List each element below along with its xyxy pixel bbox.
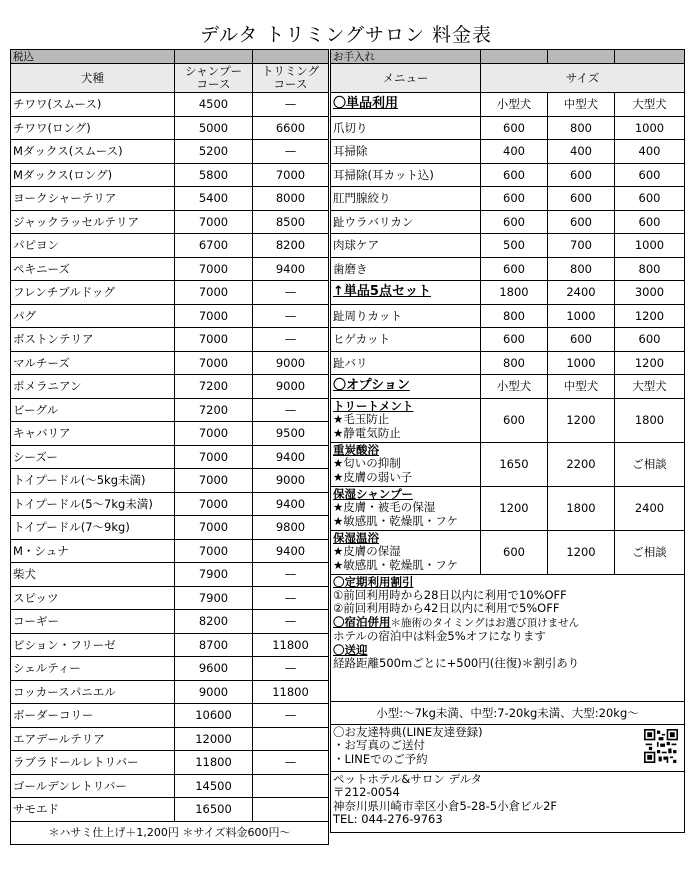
discount-line-2: ②前回利用時から42日以内に利用で5%OFF xyxy=(333,601,560,615)
shampoo-price: 11800 xyxy=(175,751,253,775)
price-large: 600 xyxy=(615,187,685,211)
menu-item-name: 肉球ケア xyxy=(331,234,481,258)
shampoo-price: 4500 xyxy=(175,93,253,117)
trimming-price: — xyxy=(253,140,329,164)
table-row xyxy=(11,281,329,305)
price-small: 600 xyxy=(481,210,548,234)
table-row xyxy=(11,234,329,258)
table-row xyxy=(11,445,329,469)
set-section-title: ↑単品5点セット xyxy=(331,281,481,305)
price-medium: 800 xyxy=(548,257,615,281)
shampoo-price: 7000 xyxy=(175,422,253,446)
table-row xyxy=(11,633,329,657)
page-title: デルタ トリミングサロン 料金表 xyxy=(200,24,492,46)
shampoo-price: 7000 xyxy=(175,257,253,281)
option-name-cell xyxy=(331,442,481,486)
price-large: 1000 xyxy=(615,116,685,140)
table-row xyxy=(11,304,329,328)
breed-name: Mダックス(ロング) xyxy=(11,163,175,187)
trimming-price: 9800 xyxy=(253,516,329,540)
shampoo-price: 7200 xyxy=(175,375,253,399)
breed-name: ボストンテリア xyxy=(11,328,175,352)
friend-line-3: ・LINEでのご予約 xyxy=(333,751,428,766)
breed-name: ゴールデンレトリバー xyxy=(11,774,175,798)
single-item-row xyxy=(331,234,685,258)
price-medium: 400 xyxy=(548,140,615,164)
friend-benefit-cell xyxy=(331,724,685,771)
shampoo-price: 7000 xyxy=(175,304,253,328)
trimming-price: 11800 xyxy=(253,680,329,704)
pickup-title: 〇送迎 xyxy=(333,642,368,657)
single-item-row xyxy=(331,116,685,140)
price-large: 600 xyxy=(615,210,685,234)
discount-line-1: ①前回利用時から28日以内に利用で10%OFF xyxy=(333,587,567,602)
breed-name: ラブラドールレトリバー xyxy=(11,751,175,775)
shampoo-price: 7000 xyxy=(175,281,253,305)
tax-included-label: 税込 xyxy=(11,50,175,64)
breed-name: ビーグル xyxy=(11,398,175,422)
friend-line-1: 〇お友達特典(LINE友達登録) xyxy=(333,724,483,739)
stay-discount-line: ホテルの宿泊中は料金5%オフになります xyxy=(333,629,546,643)
table-row xyxy=(11,375,329,399)
trimming-price: — xyxy=(253,563,329,587)
price-small: 800 xyxy=(481,351,548,375)
breed-column-header: 犬種 xyxy=(11,64,175,93)
trimming-price: 9400 xyxy=(253,257,329,281)
price-medium: 1000 xyxy=(548,351,615,375)
left-footer-note: ＊ハサミ仕上げ＋1,200円 ＊サイズ料金600円〜 xyxy=(11,821,329,845)
shampoo-price: 10600 xyxy=(175,704,253,728)
option-price-large: 2400 xyxy=(615,486,685,530)
tax-band-row xyxy=(11,50,329,64)
breed-name: ジャックラッセルテリア xyxy=(11,210,175,234)
pickup-line: 経路距離500mごとに+500円(往復)＊割引あり xyxy=(333,655,580,670)
trimming-price: — xyxy=(253,610,329,634)
price-small: 800 xyxy=(481,304,548,328)
breed-name: 柴犬 xyxy=(11,563,175,587)
table-row xyxy=(11,398,329,422)
option-price-large: ご相談 xyxy=(615,442,685,486)
trimming-price: — xyxy=(253,398,329,422)
table-row xyxy=(11,751,329,775)
menu-item-name: 趾周りカット xyxy=(331,304,481,328)
set-item-row xyxy=(331,351,685,375)
table-row xyxy=(11,422,329,446)
shampoo-price: 7000 xyxy=(175,469,253,493)
table-row xyxy=(11,469,329,493)
option-feature: ★皮膚の弱い子 xyxy=(333,469,413,484)
trimming-price: — xyxy=(253,304,329,328)
option-price-small: 600 xyxy=(481,530,548,574)
table-row xyxy=(11,163,329,187)
shampoo-price: 5400 xyxy=(175,187,253,211)
trimming-price: 8500 xyxy=(253,210,329,234)
trimming-price: 11800 xyxy=(253,633,329,657)
price-large: 800 xyxy=(615,257,685,281)
option-size-medium-label: 中型犬 xyxy=(548,375,615,399)
single-item-row xyxy=(331,163,685,187)
shampoo-price: 14500 xyxy=(175,774,253,798)
option-price-medium: 1200 xyxy=(548,398,615,442)
table-row xyxy=(11,328,329,352)
set-price-large: 3000 xyxy=(615,281,685,305)
discount-cell xyxy=(331,574,685,701)
breed-name: トイプードル(7〜9kg) xyxy=(11,516,175,540)
price-large: 1200 xyxy=(615,304,685,328)
trimming-price xyxy=(253,727,329,751)
shampoo-price: 7000 xyxy=(175,539,253,563)
option-row xyxy=(331,398,685,442)
option-price-medium: 1200 xyxy=(548,530,615,574)
price-large: 1200 xyxy=(615,351,685,375)
option-title: 保湿温浴 xyxy=(333,531,379,545)
breed-name: フレンチブルドッグ xyxy=(11,281,175,305)
breed-name: マルチーズ xyxy=(11,351,175,375)
option-price-small: 1650 xyxy=(481,442,548,486)
care-band-label: お手入れ xyxy=(331,50,481,64)
option-price-large: ご相談 xyxy=(615,530,685,574)
set-price-medium: 2400 xyxy=(548,281,615,305)
breed-name: トイプードル(5〜7kg未満) xyxy=(11,492,175,516)
price-medium: 800 xyxy=(548,116,615,140)
breed-name: サモエド xyxy=(11,798,175,822)
shop-phone[interactable]: TEL: 044-276-9763 xyxy=(333,812,443,826)
trimming-column-header: トリミング コース xyxy=(253,64,329,93)
menu-header-row xyxy=(331,64,685,93)
single-item-row xyxy=(331,140,685,164)
shop-name: ペットホテル&サロン デルタ xyxy=(333,771,483,786)
single-section-title: 〇単品利用 xyxy=(331,93,481,117)
set-item-row xyxy=(331,328,685,352)
table-row xyxy=(11,140,329,164)
trimming-price: — xyxy=(253,751,329,775)
option-feature: ★皮膚・被毛の保湿 xyxy=(333,500,436,514)
shampoo-price: 5000 xyxy=(175,116,253,140)
trimming-price: — xyxy=(253,586,329,610)
option-size-small-label: 小型犬 xyxy=(481,375,548,399)
shop-info-cell xyxy=(331,771,685,832)
single-item-row xyxy=(331,210,685,234)
option-feature: ★毛玉防止 xyxy=(333,412,390,426)
care-menu-table xyxy=(330,49,685,833)
option-section-title: 〇オプション xyxy=(331,375,481,399)
option-size-large-label: 大型犬 xyxy=(615,375,685,399)
discount-row xyxy=(331,574,685,701)
shampoo-price: 7000 xyxy=(175,492,253,516)
menu-item-name: 趾バリ xyxy=(331,351,481,375)
single-item-row xyxy=(331,187,685,211)
set-item-rows xyxy=(331,304,685,375)
shampoo-price: 12000 xyxy=(175,727,253,751)
option-row xyxy=(331,486,685,530)
shampoo-price: 7900 xyxy=(175,586,253,610)
option-feature: ★敏感肌・乾燥肌・フケ xyxy=(333,557,458,572)
stay-line xyxy=(333,616,682,631)
menu-item-name: 肛門腺絞り xyxy=(331,187,481,211)
stay-title: 〇宿泊併用 xyxy=(333,614,391,629)
table-row xyxy=(11,586,329,610)
price-medium: 1000 xyxy=(548,304,615,328)
care-band-row xyxy=(331,50,685,64)
table-row xyxy=(11,93,329,117)
option-section-row xyxy=(331,375,685,399)
breed-name: コーギー xyxy=(11,610,175,634)
trimming-price xyxy=(253,798,329,822)
size-large-label: 大型犬 xyxy=(615,93,685,117)
size-column-header: サイズ xyxy=(481,64,685,93)
option-row xyxy=(331,530,685,574)
option-feature: ★皮膚の保湿 xyxy=(333,544,401,558)
price-small: 600 xyxy=(481,187,548,211)
breed-name: パグ xyxy=(11,304,175,328)
breed-name: ペキニーズ xyxy=(11,257,175,281)
trimming-price: 9500 xyxy=(253,422,329,446)
shampoo-price: 7000 xyxy=(175,445,253,469)
size-medium-label: 中型犬 xyxy=(548,93,615,117)
shampoo-price: 8700 xyxy=(175,633,253,657)
option-price-small: 1200 xyxy=(481,486,548,530)
price-medium: 600 xyxy=(548,163,615,187)
trimming-price: — xyxy=(253,657,329,681)
shampoo-price: 8200 xyxy=(175,610,253,634)
trimming-price: — xyxy=(253,281,329,305)
price-medium: 600 xyxy=(548,187,615,211)
table-row xyxy=(11,257,329,281)
breed-name: コッカースパニエル xyxy=(11,680,175,704)
single-item-row xyxy=(331,257,685,281)
breed-name: キャバリア xyxy=(11,422,175,446)
trimming-price: — xyxy=(253,328,329,352)
breed-name: エアデールテリア xyxy=(11,727,175,751)
shampoo-column-header: シャンプー コース xyxy=(175,64,253,93)
shampoo-price: 5200 xyxy=(175,140,253,164)
friend-line-2: ・お写真のご送付 xyxy=(333,738,425,752)
breed-name: スピッツ xyxy=(11,586,175,610)
breed-name: M・シュナ xyxy=(11,539,175,563)
table-row xyxy=(11,610,329,634)
price-large: 600 xyxy=(615,328,685,352)
friend-row xyxy=(331,724,685,771)
shampoo-price: 5800 xyxy=(175,163,253,187)
menu-item-name: 耳掃除(耳カット込) xyxy=(331,163,481,187)
breed-name: ビション・フリーゼ xyxy=(11,633,175,657)
breed-price-table xyxy=(10,49,329,845)
shampoo-price: 9600 xyxy=(175,657,253,681)
menu-item-name: 歯磨き xyxy=(331,257,481,281)
price-medium: 700 xyxy=(548,234,615,258)
menu-item-name: 趾ウラバリカン xyxy=(331,210,481,234)
option-name-cell xyxy=(331,530,481,574)
option-title: 重炭酸浴 xyxy=(333,443,379,457)
shampoo-price: 7000 xyxy=(175,351,253,375)
trimming-price: 9400 xyxy=(253,492,329,516)
table-row xyxy=(11,704,329,728)
breed-name: シェルティー xyxy=(11,657,175,681)
trimming-price: 7000 xyxy=(253,163,329,187)
shampoo-price: 7200 xyxy=(175,398,253,422)
size-note-row xyxy=(331,701,685,724)
option-feature: ★静電気防止 xyxy=(333,425,401,440)
price-large: 600 xyxy=(615,163,685,187)
breed-rows xyxy=(11,93,329,822)
table-row xyxy=(11,492,329,516)
single-section-row xyxy=(331,93,685,117)
option-price-large: 1800 xyxy=(615,398,685,442)
menu-item-name: ヒゲカット xyxy=(331,328,481,352)
price-medium: 600 xyxy=(548,328,615,352)
breed-name: ボーダーコリー xyxy=(11,704,175,728)
trimming-price: — xyxy=(253,93,329,117)
shampoo-price: 7000 xyxy=(175,328,253,352)
breed-name: ヨークシャーテリア xyxy=(11,187,175,211)
table-row xyxy=(11,774,329,798)
price-large: 400 xyxy=(615,140,685,164)
table-row xyxy=(11,351,329,375)
option-feature: ★匂いの抑制 xyxy=(333,456,401,470)
trimming-price: 9400 xyxy=(253,539,329,563)
trimming-price: 9000 xyxy=(253,469,329,493)
shop-row xyxy=(331,771,685,832)
set-item-row xyxy=(331,304,685,328)
option-price-medium: 2200 xyxy=(548,442,615,486)
table-row xyxy=(11,798,329,822)
menu-item-name: 爪切り xyxy=(331,116,481,140)
price-small: 600 xyxy=(481,257,548,281)
option-title: トリートメント xyxy=(333,399,414,413)
breed-header-row xyxy=(11,64,329,93)
shampoo-price: 9000 xyxy=(175,680,253,704)
size-small-label: 小型犬 xyxy=(481,93,548,117)
menu-column-header: メニュー xyxy=(331,64,481,93)
trimming-price: — xyxy=(253,704,329,728)
option-price-small: 600 xyxy=(481,398,548,442)
shop-address: 神奈川県川崎市幸区小倉5-28-5小倉ビル2F xyxy=(333,798,557,813)
table-row xyxy=(11,116,329,140)
table-row xyxy=(11,210,329,234)
option-row xyxy=(331,442,685,486)
price-medium: 600 xyxy=(548,210,615,234)
table-row xyxy=(11,657,329,681)
trimming-price: 6600 xyxy=(253,116,329,140)
price-small: 600 xyxy=(481,328,548,352)
trimming-price: 9000 xyxy=(253,375,329,399)
trimming-price: 8200 xyxy=(253,234,329,258)
price-small: 400 xyxy=(481,140,548,164)
price-small: 600 xyxy=(481,163,548,187)
price-small: 600 xyxy=(481,116,548,140)
shampoo-price: 6700 xyxy=(175,234,253,258)
qr-code-icon[interactable] xyxy=(644,729,678,763)
option-feature: ★敏感肌・乾燥肌・フケ xyxy=(333,513,458,528)
price-large: 1000 xyxy=(615,234,685,258)
shampoo-price: 7000 xyxy=(175,210,253,234)
single-item-rows xyxy=(331,116,685,281)
option-price-medium: 1800 xyxy=(548,486,615,530)
menu-item-name: 耳掃除 xyxy=(331,140,481,164)
shampoo-price: 7000 xyxy=(175,516,253,540)
breed-name: トイプードル(〜5kg未満) xyxy=(11,469,175,493)
table-row xyxy=(11,727,329,751)
breed-name: パピヨン xyxy=(11,234,175,258)
trimming-price: 9000 xyxy=(253,351,329,375)
breed-name: チワワ(スムース) xyxy=(11,93,175,117)
stay-note: ＊施術のタイミングはお選び頂けません xyxy=(390,616,580,629)
option-title: 保湿シャンプー xyxy=(333,487,413,501)
table-row xyxy=(11,516,329,540)
breed-name: チワワ(ロング) xyxy=(11,116,175,140)
trimming-price: 9400 xyxy=(253,445,329,469)
set-row xyxy=(331,281,685,305)
shop-postal: 〒212-0054 xyxy=(333,785,400,799)
shampoo-price: 7900 xyxy=(175,563,253,587)
option-name-cell xyxy=(331,486,481,530)
option-name-cell xyxy=(331,398,481,442)
table-row xyxy=(11,539,329,563)
breed-name: ポメラニアン xyxy=(11,375,175,399)
trimming-price xyxy=(253,774,329,798)
table-row xyxy=(11,187,329,211)
discount-title: 〇定期利用割引 xyxy=(333,574,414,589)
set-price-small: 1800 xyxy=(481,281,548,305)
table-row xyxy=(11,680,329,704)
option-rows xyxy=(331,398,685,574)
size-note: 小型:〜7kg未満、中型:7-20kg未満、大型:20kg〜 xyxy=(331,701,685,724)
shampoo-price: 16500 xyxy=(175,798,253,822)
trimming-price: 8000 xyxy=(253,187,329,211)
price-small: 500 xyxy=(481,234,548,258)
table-row xyxy=(11,563,329,587)
breed-name: シーズー xyxy=(11,445,175,469)
breed-name: Mダックス(スムース) xyxy=(11,140,175,164)
